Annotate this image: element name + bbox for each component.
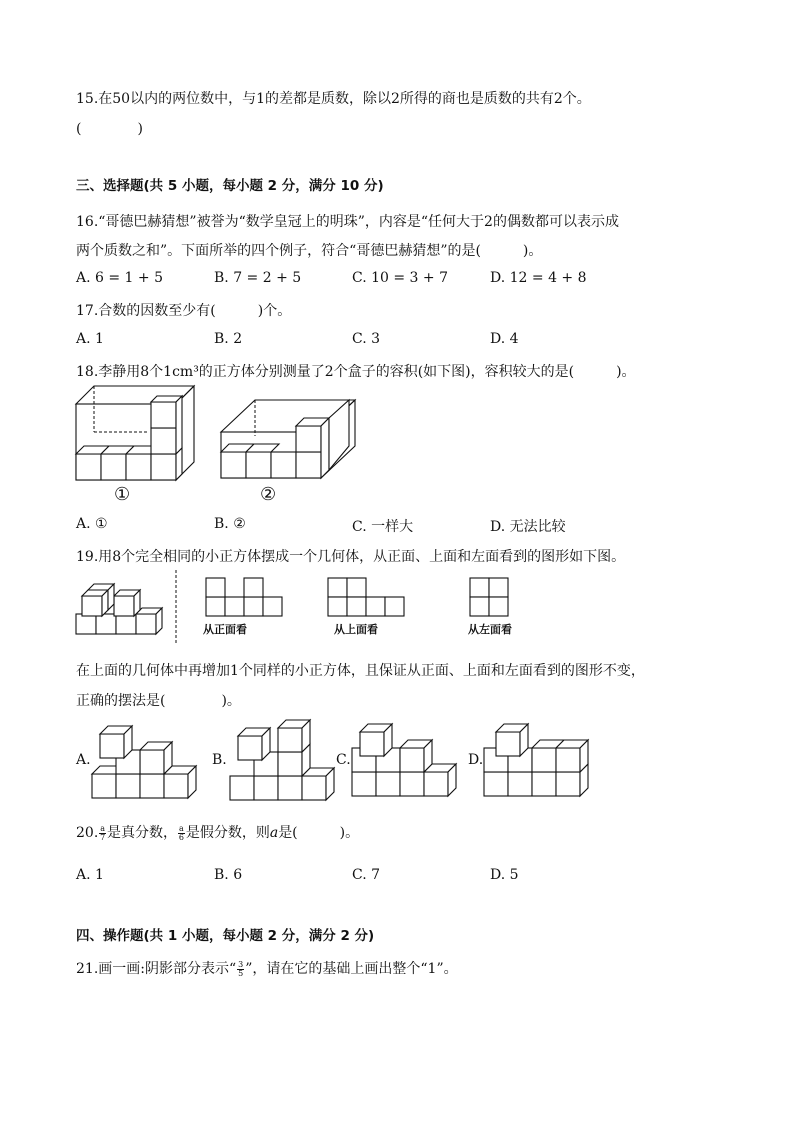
q19-line2: 在上面的几何体中再增加1个同样的小正方体，且保证从正面、上面和左面看到的图形不变， [76,663,645,679]
q20-frac1-num: a [100,823,106,833]
q20-option-b[interactable]: B. 6 [214,867,243,883]
q20-option-a[interactable]: A. 1 [76,867,104,883]
q19-left-view [470,578,510,618]
q19-option-b-figure[interactable] [230,714,334,802]
q20-end[interactable]: 是( )。 [278,825,360,841]
q18-option-c[interactable]: C. 一样大 [352,519,414,535]
q21-prefix: 21.画一画:阴影部分表示“ [76,961,237,977]
q19-line3: 正确的摆法是( )。 [76,693,241,709]
section-3-title: 三、选择题(共 5 小题，每小题 2 分，满分 10 分) [76,178,384,194]
q19-top-view [328,578,408,618]
q21-fraction [237,961,244,978]
q19-option-a-figure[interactable] [92,722,204,800]
q15-text: 15.在50以内的两位数中，与1的差都是质数，除以2所得的商也是质数的共有2个。 [76,91,591,107]
q19-option-b-letter[interactable]: B. [212,752,227,768]
q19-top-view-label: 从上面看 [334,623,378,636]
q21-text [76,958,458,978]
q19-left-view-label: 从左面看 [468,623,512,636]
q21-frac-den: 5 [238,968,244,978]
q17-option-b[interactable]: B. 2 [214,331,243,347]
q16-option-b[interactable]: B. 7 = 2 + 5 [214,270,302,286]
q20-fraction-1 [99,825,106,842]
q16-line2: 两个质数之和”。下面所举的四个例子，符合“哥德巴赫猜想”的是( )。 [76,243,543,259]
q20-prefix: 20. [76,825,99,841]
q18-box1-label: ① [114,484,131,505]
q18-text: 18.李静用8个1cm³的正方体分别测量了2个盒子的容积(如下图)，容积较大的是( )。 [76,364,636,380]
q19-option-c-figure[interactable] [352,722,464,800]
q16-option-a[interactable]: A. 6 = 1 + 5 [76,270,163,286]
q20-text [76,822,359,842]
q20-suffix: 是假分数，则 [185,825,270,841]
q17-option-d[interactable]: D. 4 [490,331,519,347]
q18-option-b[interactable]: B. ② [214,516,246,532]
q21-suffix: ”，请在它的基础上画出整个“1”。 [245,961,458,977]
q17-text: 17.合数的因数至少有( )个。 [76,303,292,319]
q16-option-d[interactable]: D. 12 = 4 + 8 [490,270,587,286]
q19-text: 19.用8个完全相同的小正方体摆成一个几何体，从正面、上面和左面看到的图形如下图。 [76,549,626,565]
q20-option-c[interactable]: C. 7 [352,867,381,883]
q19-front-view-label: 从正面看 [203,623,247,636]
q20-frac2-num: a [179,823,184,833]
q18-option-d[interactable]: D. 无法比较 [490,519,566,535]
q16-option-c[interactable]: C. 10 = 3 + 7 [352,270,449,286]
q18-box2-figure [221,396,356,486]
q19-option-a-letter[interactable]: A. [76,752,91,768]
q17-option-a[interactable]: A. 1 [76,331,104,347]
q20-option-d[interactable]: D. 5 [490,867,519,883]
q19-divider [174,570,178,644]
q19-option-d-letter[interactable]: D. [468,752,484,768]
q21-frac-num: 3 [238,959,244,969]
q20-variable: a [269,825,279,841]
q19-front-view [206,578,286,618]
q20-fraction-2 [178,825,185,842]
q17-option-c[interactable]: C. 3 [352,331,381,347]
q18-option-a[interactable]: A. ① [76,516,108,532]
q19-option-d-figure[interactable] [484,722,596,800]
q19-solid-figure [76,578,162,638]
q18-box1-figure [76,384,201,484]
section-4-title: 四、操作题(共 1 小题，每小题 2 分，满分 2 分) [76,928,375,944]
q20-frac1-den: 7 [100,832,106,842]
q19-option-c-letter[interactable]: C. [336,752,351,768]
q20-mid: 是真分数， [107,825,178,841]
q18-box2-label: ② [260,484,277,505]
q20-frac2-den: 6 [178,832,184,842]
q16-line1: 16.“哥德巴赫猜想”被誉为“数学皇冠上的明珠”，内容是“任何大于2的偶数都可以表示成 [76,214,619,230]
q15-answer-bracket[interactable]: ( ) [76,121,143,137]
